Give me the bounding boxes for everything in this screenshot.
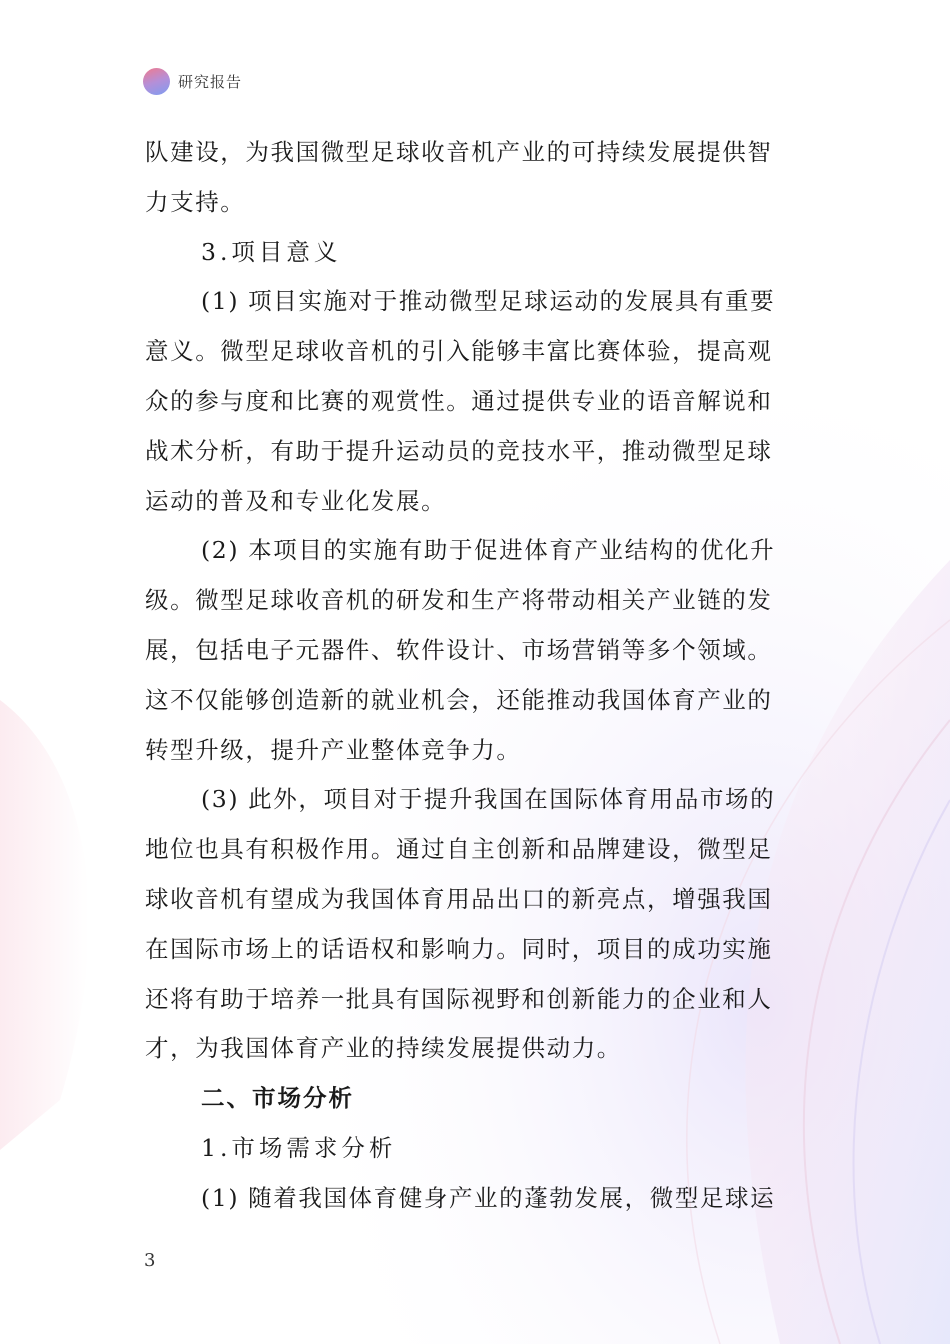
paragraph-line: (3) 此外，项目对于提升我国在国际体育用品市场的 [201,785,776,814]
paragraph-line: (2) 本项目的实施有助于促进体育产业结构的优化升 [201,536,776,565]
section-heading: 二、市场分析 [201,1084,354,1113]
paragraph-line: 转型升级，提升产业整体竞争力。 [145,735,522,764]
document-body [145,128,810,1224]
paragraph-line: 球收音机有望成为我国体育用品出口的新亮点，增强我国 [145,884,773,913]
paragraph-line: 运动的普及和专业化发展。 [145,486,447,515]
paragraph-line: 意义。微型足球收音机的引入能够丰富比赛体验，提高观 [145,337,773,366]
paragraph-line: 队建设，为我国微型足球收音机产业的可持续发展提供智 [145,138,773,166]
paragraph-line: 地位也具有积极作用。通过自主创新和品牌建设，微型足 [145,835,773,864]
paragraph-line: (1) 项目实施对于推动微型足球运动的发展具有重要 [201,287,776,316]
paragraph-line: (1) 随着我国体育健身产业的蓬勃发展，微型足球运 [201,1183,776,1212]
paragraph-line: 在国际市场上的话语权和影响力。同时，项目的成功实施 [145,934,773,963]
paragraph-line: 力支持。 [145,187,246,216]
section-heading: 3.项目意义 [201,237,342,266]
paragraph-line: 级。微型足球收音机的研发和生产将带动相关产业链的发 [145,586,773,615]
page-number: 3 [144,1250,156,1271]
paragraph-line: 众的参与度和比赛的观赏性。通过提供专业的语音解说和 [145,386,773,415]
report-header [143,66,242,96]
paragraph-line: 还将有助于培养一批具有国际视野和创新能力的企业和人 [145,984,773,1013]
paragraph-line: 这不仅能够创造新的就业机会，还能推动我国体育产业的 [145,685,773,714]
paragraph-line: 展，包括电子元器件、软件设计、市场营销等多个领域。 [145,635,773,664]
header-title: 研究报告 [178,72,243,91]
paragraph-line: 才，为我国体育产业的持续发展提供动力。 [145,1034,622,1063]
logo-circle-icon [143,68,170,95]
paragraph-line: 战术分析，有助于提升运动员的竞技水平，推动微型足球 [145,436,773,465]
section-heading: 1.市场需求分析 [201,1133,397,1162]
